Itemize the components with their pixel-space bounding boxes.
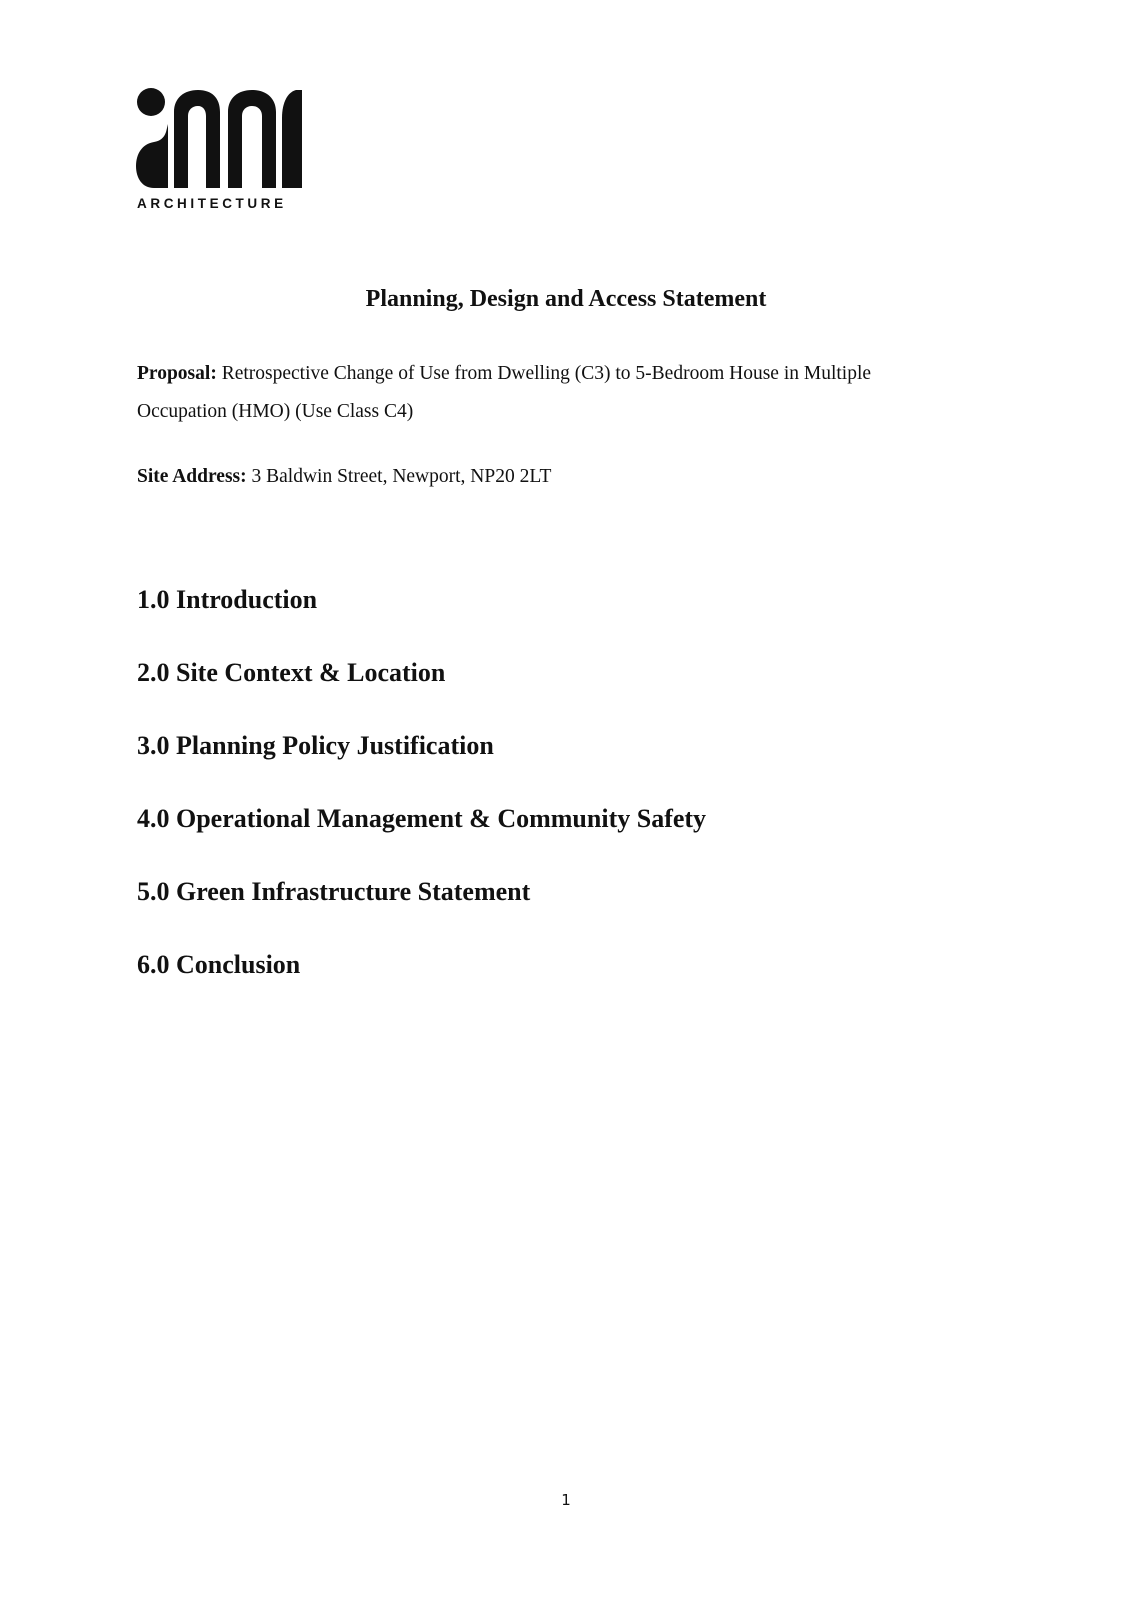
contents-item-operational-management: 4.0 Operational Management & Community Safety <box>137 804 707 833</box>
page-number: 1 <box>561 1491 571 1509</box>
company-logo <box>136 88 304 218</box>
document-title: Planning, Design and Access Statement <box>365 286 767 312</box>
site-address-field <box>137 458 947 496</box>
contents-item-site-context: 2.0 Site Context & Location <box>137 658 446 687</box>
contents-item-conclusion: 6.0 Conclusion <box>137 950 301 979</box>
contents-list <box>137 585 706 1023</box>
proposal-field <box>137 355 947 431</box>
contents-item-planning-policy: 3.0 Planning Policy Justification <box>137 731 494 760</box>
logo-wordmark: ARCHITECTURE <box>137 196 287 211</box>
contents-item-green-infrastructure: 5.0 Green Infrastructure Statement <box>137 877 531 906</box>
proposal-label: Proposal: <box>137 363 217 384</box>
site-address-label: Site Address: <box>137 466 247 487</box>
contents-item-introduction: 1.0 Introduction <box>137 585 318 614</box>
site-address-value: 3 Baldwin Street, Newport, NP20 2LT <box>251 466 552 487</box>
am-logo-mark <box>136 88 302 192</box>
proposal-value: Retrospective Change of Use from Dwelling (C3) to 5-Bedroom House in Multiple Occupation (HMO) (Use Class C4) <box>137 363 872 422</box>
